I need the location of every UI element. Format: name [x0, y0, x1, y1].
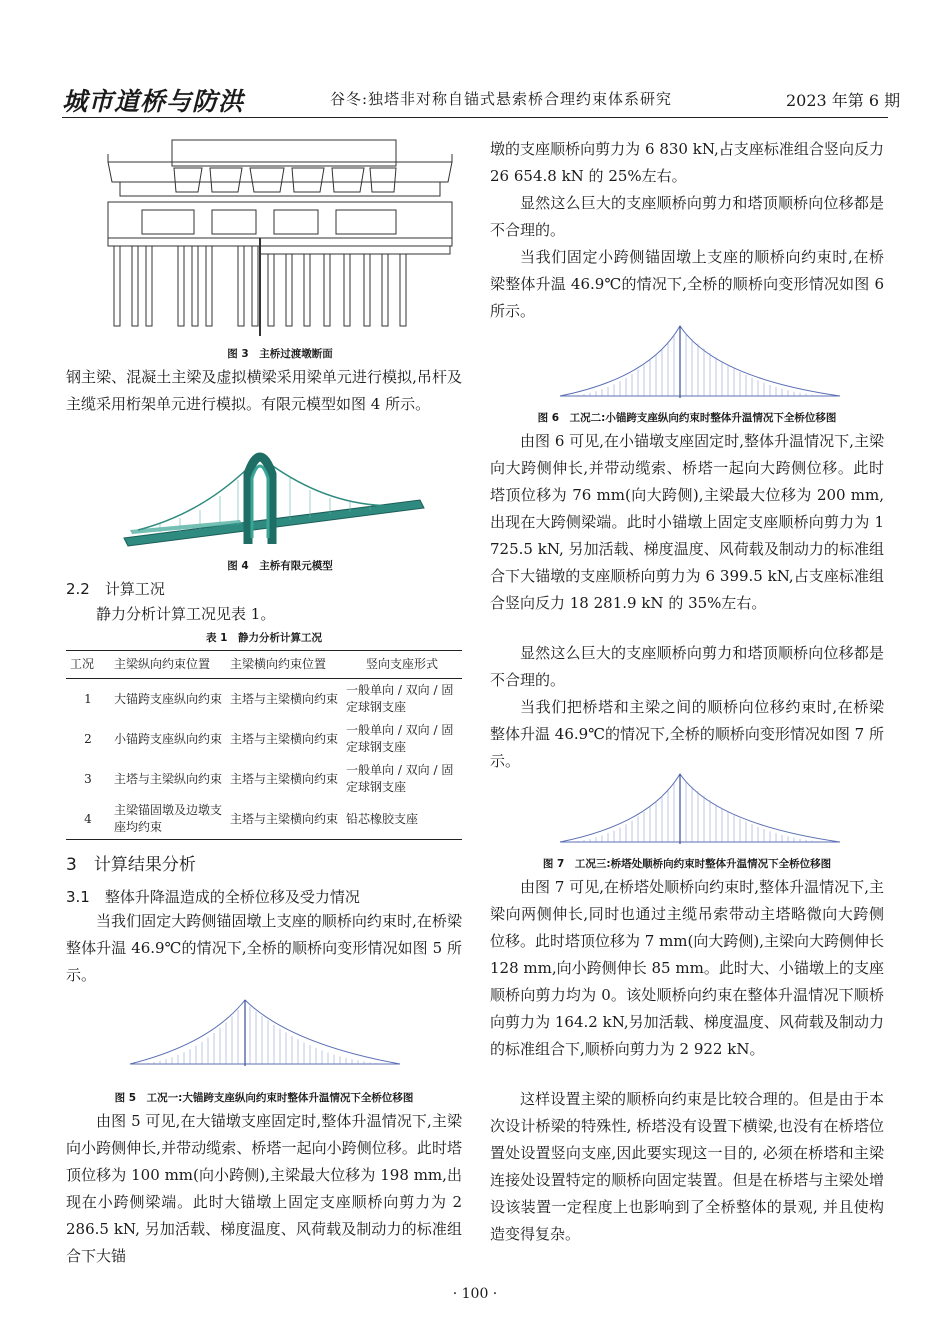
- table-header: 竖向支座形式: [342, 651, 462, 679]
- right-paragraph-2: 显然这么巨大的支座顺桥向剪力和塔顶顺桥向位移都是不合理的。: [490, 194, 884, 239]
- figure-3-caption: 图 3 主桥过渡墩断面: [227, 348, 333, 360]
- table-header: 工况: [66, 651, 110, 679]
- section-3-heading: 3 计算结果分析: [66, 855, 196, 875]
- figure-7-caption: 图 7 工况三:桥塔处顺桥向约束时整体升温情况下全桥位移图: [542, 858, 832, 870]
- section-3-1-heading: 3.1 整体升降温造成的全桥位移及受力情况: [66, 888, 360, 906]
- figure-5-caption: 图 5 工况一:大锚跨支座纵向约束时整体升温情况下全桥位移图: [114, 1092, 414, 1104]
- figure-6-caption: 图 6 工况二:小锚跨支座纵向约束时整体升温情况下全桥位移图: [537, 412, 837, 424]
- right-paragraph-8: 这样设置主梁的顺桥向约束是比较合理的。但是由于本次设计桥梁的特殊性, 桥塔没有设置下横梁,也没有在桥塔位置处设置竖向支座,因此要实现这一目的, 必须在桥塔和主梁连接处设置特定的顺桥向固定装置。但是在桥塔与主梁处增设该装置一定程度上也影响到了全桥整体的景观, 并且使构造变得复杂。: [490, 1090, 884, 1243]
- displacement-figure-6: [540, 318, 850, 402]
- table-row: 4 主梁锚固墩及边墩支座均约束 主塔与主梁横向约束 铅芯橡胶支座: [66, 799, 462, 840]
- issue-label: 2023 年第 6 期: [786, 91, 901, 110]
- table-header: 主梁纵向约束位置: [110, 651, 226, 679]
- right-paragraph-5: 显然这么巨大的支座顺桥向剪力和塔顶顺桥向位移都是不合理的。: [490, 644, 884, 689]
- displacement-figure-5: [100, 994, 430, 1070]
- right-paragraph-6: 当我们把桥塔和主梁之间的顺桥向位移约束时,在桥梁整体升温 46.9℃的情况下,全桥的顺桥向变形情况如图 7 所示。: [490, 698, 884, 770]
- table-1-title: 表 1 静力分析计算工况: [206, 632, 322, 644]
- page-number: · 100 ·: [452, 1286, 498, 1302]
- section-2-2-heading: 2.2 计算工况: [66, 580, 165, 598]
- table-row: 2 小锚跨支座纵向约束 主塔与主梁横向约束 一般单向 / 双向 / 固定球钢支座: [84, 723, 454, 754]
- figure-4-caption: 图 4 主桥有限元模型: [227, 560, 333, 572]
- left-paragraph-3: 当我们固定大跨侧锚固墩上支座的顺桥向约束时,在桥梁整体升温 46.9℃的情况下,全桥的顺桥向变形情况如图 5 所示。: [66, 912, 462, 984]
- right-paragraph-4: 由图 6 可见,在小锚墩支座固定时,整体升温情况下,主梁向大跨侧伸长,并带动缆索、桥塔一起向大跨侧位移。此时塔顶位移为 76 mm(向大跨侧),主梁最大位移为 200 mm,出现在大跨侧梁端。此时小锚墩上固定支座顺桥向剪力为 1 725.5 kN, 另加活载、梯度温度、风荷载及制动力的标准组合下大锚墩的支座顺桥向剪力为 6 399.5 kN,占支座标准组合竖向反力 18 281.9 kN 的 35%左右。: [490, 432, 884, 612]
- left-paragraph-4: 由图 5 可见,在大锚墩支座固定时,整体升温情况下,主梁向小跨侧伸长,并带动缆索、桥塔一起向小跨侧位移。此时塔顶位移为 100 mm(向小跨侧),主梁最大位移为 198 mm,出现在小跨侧梁端。此时大锚墩上固定支座顺桥向剪力为 2 286.5 kN, 另加活载、梯度温度、风荷载及制动力的标准组合下大锚: [66, 1112, 462, 1265]
- running-title: 谷冬:独塔非对称自锚式悬索桥合理约束体系研究: [330, 90, 673, 108]
- displacement-figure-7: [540, 768, 850, 848]
- fe-model-figure: [120, 434, 430, 552]
- header-rule: [62, 117, 888, 118]
- table-row: 1 大锚跨支座纵向约束 主塔与主梁横向约束 一般单向 / 双向 / 固定球钢支座: [84, 683, 454, 714]
- table-row: 3 主塔与主梁纵向约束 主塔与主梁横向约束 一般单向 / 双向 / 固定球钢支座: [84, 763, 454, 794]
- left-paragraph-2: 静力分析计算工况见表 1。: [96, 605, 276, 623]
- pier-section-figure: [100, 126, 460, 338]
- left-paragraph-1: 钢主梁、混凝土主梁及虚拟横梁采用梁单元进行模拟,吊杆及主缆采用桁架单元进行模拟。有限元模型如图 4 所示。: [66, 368, 462, 413]
- journal-logo: 城市道桥与防洪: [62, 87, 245, 116]
- right-paragraph-7: 由图 7 可见,在桥塔处顺桥向约束时,整体升温情况下,主梁向两侧伸长,同时也通过主缆吊索带动主塔略微向大跨侧位移。此时塔顶位移为 7 mm(向大跨侧),主梁向大跨侧伸长 128 mm,向小跨侧伸长 85 mm。此时大、小锚墩上的支座顺桥向剪力均为 0。该处顺桥向约束在整体升温情况下顺桥向剪力为 164.2 kN,另加活载、梯度温度、风荷载及制动力的标准组合下,顺桥向剪力为 2 922 kN。: [490, 878, 885, 1058]
- conditions-table: [66, 650, 462, 840]
- right-paragraph-1: 墩的支座顺桥向剪力为 6 830 kN,占支座标准组合竖向反力 26 654.8 kN 的 25%左右。: [490, 140, 884, 185]
- right-paragraph-3: 当我们固定小跨侧锚固墩上支座的顺桥向约束时,在桥梁整体升温 46.9℃的情况下,全桥的顺桥向变形情况如图 6 所示。: [490, 248, 884, 320]
- table-header: 主梁横向约束位置: [226, 651, 342, 679]
